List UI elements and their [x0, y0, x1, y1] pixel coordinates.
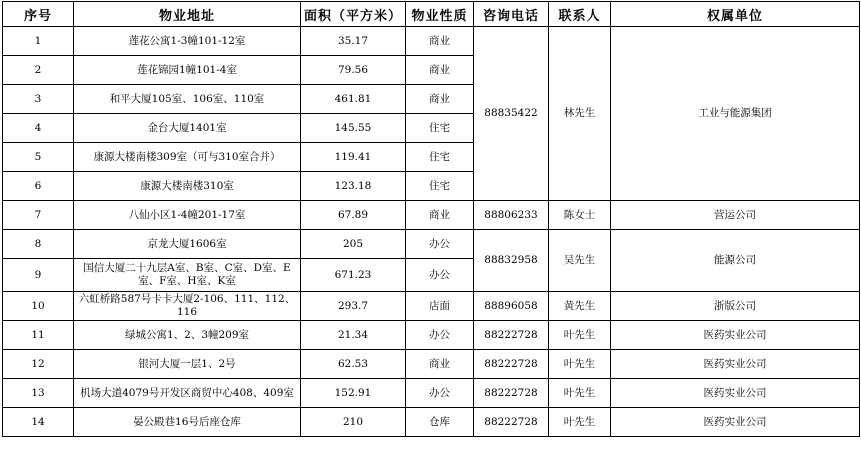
row-type: 商业	[406, 85, 474, 114]
row-type: 商业	[406, 201, 474, 230]
row-type: 商业	[406, 56, 474, 85]
row-type: 商业	[406, 350, 474, 379]
row-address: 康源大楼南楼309室（可与310室合并）	[74, 143, 301, 172]
row-type: 商业	[406, 27, 474, 56]
row-no: 4	[3, 114, 74, 143]
row-no: 9	[3, 259, 74, 292]
header-row	[3, 2, 860, 27]
row-type: 住宅	[406, 114, 474, 143]
row-area: 123.18	[301, 172, 406, 201]
row-phone: 88806233	[474, 201, 549, 230]
row-phone: 88222728	[474, 321, 549, 350]
row-type: 仓库	[406, 408, 474, 437]
row-owner: 医药实业公司	[611, 408, 860, 437]
row-type: 办公	[406, 321, 474, 350]
row-no: 11	[3, 321, 74, 350]
row-address: 莲花锦园1幢101-4室	[74, 56, 301, 85]
row-area: 119.41	[301, 143, 406, 172]
table-row	[3, 201, 860, 230]
row-no: 1	[3, 27, 74, 56]
row-contact: 陈女士	[549, 201, 611, 230]
row-area: 152.91	[301, 379, 406, 408]
row-owner: 能源公司	[611, 230, 860, 292]
row-contact: 林先生	[549, 27, 611, 201]
row-no: 5	[3, 143, 74, 172]
row-type: 住宅	[406, 143, 474, 172]
row-phone: 88896058	[474, 292, 549, 321]
row-contact: 叶先生	[549, 379, 611, 408]
row-owner: 浙版公司	[611, 292, 860, 321]
row-phone: 88222728	[474, 408, 549, 437]
header-contact: 联系人	[549, 2, 611, 27]
table-row	[3, 230, 860, 259]
row-no: 3	[3, 85, 74, 114]
row-area: 461.81	[301, 85, 406, 114]
row-no: 14	[3, 408, 74, 437]
row-address: 晏公殿巷16号后座仓库	[74, 408, 301, 437]
table-row	[3, 292, 860, 321]
row-address: 银河大厦一层1、2号	[74, 350, 301, 379]
header-type: 物业性质	[406, 2, 474, 27]
row-address: 和平大厦105室、106室、110室	[74, 85, 301, 114]
row-area: 62.53	[301, 350, 406, 379]
row-address: 莲花公寓1-3幢101-12室	[74, 27, 301, 56]
row-area: 67.89	[301, 201, 406, 230]
row-contact: 叶先生	[549, 321, 611, 350]
row-area: 205	[301, 230, 406, 259]
row-area: 671.23	[301, 259, 406, 292]
table-row	[3, 27, 860, 56]
row-phone: 88832958	[474, 230, 549, 292]
row-address: 京龙大厦1606室	[74, 230, 301, 259]
table-row	[3, 350, 860, 379]
row-phone: 88222728	[474, 379, 549, 408]
property-table	[2, 1, 860, 437]
row-type: 住宅	[406, 172, 474, 201]
row-type: 办公	[406, 230, 474, 259]
row-contact: 吴先生	[549, 230, 611, 292]
row-address: 机场大道4079号开发区商贸中心408、409室	[74, 379, 301, 408]
row-no: 10	[3, 292, 74, 321]
row-owner: 工业与能源集团	[611, 27, 860, 201]
row-type: 办公	[406, 379, 474, 408]
header-owner: 权属单位	[611, 2, 860, 27]
row-contact: 叶先生	[549, 408, 611, 437]
row-owner: 医药实业公司	[611, 321, 860, 350]
row-phone: 88835422	[474, 27, 549, 201]
row-area: 210	[301, 408, 406, 437]
header-no: 序号	[3, 2, 74, 27]
row-owner: 医药实业公司	[611, 350, 860, 379]
row-no: 2	[3, 56, 74, 85]
row-area: 293.7	[301, 292, 406, 321]
row-no: 13	[3, 379, 74, 408]
header-area: 面积（平方米）	[301, 2, 406, 27]
row-address: 六虹桥路587号卡卡大厦2-106、111、112、116	[74, 292, 301, 321]
row-contact: 叶先生	[549, 350, 611, 379]
row-type: 办公	[406, 259, 474, 292]
row-no: 12	[3, 350, 74, 379]
table-row	[3, 408, 860, 437]
row-no: 6	[3, 172, 74, 201]
row-area: 145.55	[301, 114, 406, 143]
row-no: 7	[3, 201, 74, 230]
row-type: 店面	[406, 292, 474, 321]
header-phone: 咨询电话	[474, 2, 549, 27]
row-owner: 营运公司	[611, 201, 860, 230]
row-address: 康源大楼南楼310室	[74, 172, 301, 201]
row-area: 21.34	[301, 321, 406, 350]
row-owner: 医药实业公司	[611, 379, 860, 408]
table-row	[3, 379, 860, 408]
row-phone: 88222728	[474, 350, 549, 379]
row-contact: 黄先生	[549, 292, 611, 321]
row-area: 79.56	[301, 56, 406, 85]
row-address: 八仙小区1-4幢201-17室	[74, 201, 301, 230]
row-address: 国信大厦二十九层A室、B室、C室、D室、E室、F室、H室、K室	[74, 259, 301, 292]
row-address: 绿城公寓1、2、3幢209室	[74, 321, 301, 350]
table-row	[3, 321, 860, 350]
row-address: 金台大厦1401室	[74, 114, 301, 143]
row-no: 8	[3, 230, 74, 259]
header-address: 物业地址	[74, 2, 301, 27]
row-area: 35.17	[301, 27, 406, 56]
